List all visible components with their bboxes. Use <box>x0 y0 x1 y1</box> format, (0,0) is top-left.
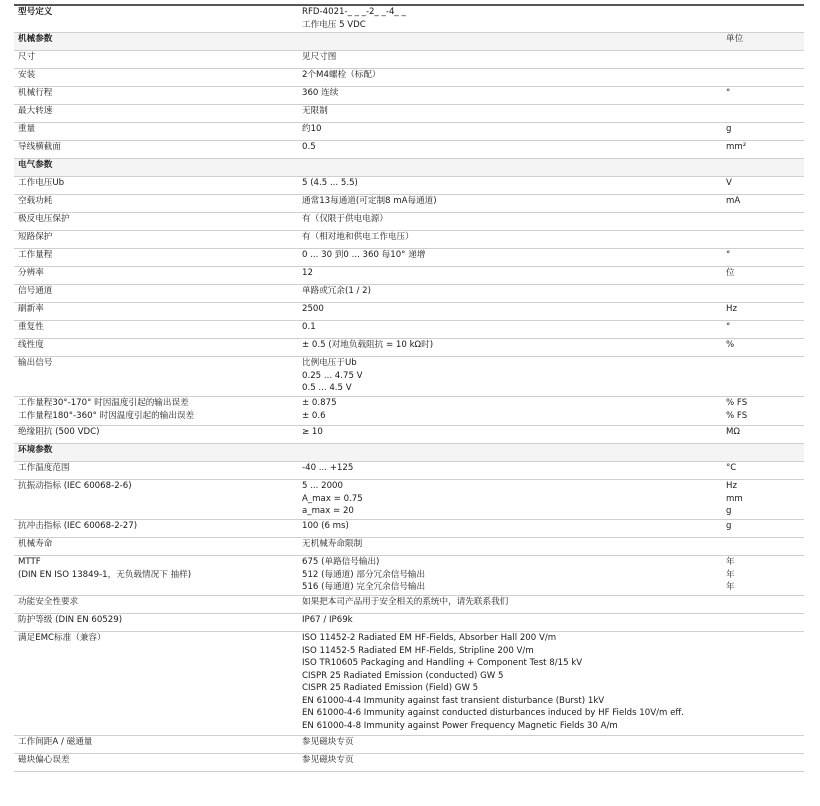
cell-line: 工作量程30°-170° 时因温度引起的输出误差 <box>18 398 189 408</box>
parameter-cell <box>18 556 298 581</box>
cell-line: 刷新率 <box>18 304 44 314</box>
cell-line: 有（仅限于供电电源） <box>302 214 388 224</box>
cell-line: 防护等级 (DIN EN 60529) <box>18 615 123 625</box>
cell-line: 0.1 <box>302 322 316 332</box>
parameter-cell <box>18 249 298 262</box>
cell-line: a_max = 20 <box>302 506 354 516</box>
table-row <box>14 614 804 632</box>
parameter-cell <box>18 33 298 46</box>
parameter-cell <box>18 538 298 551</box>
cell-line: 分辨率 <box>18 268 44 278</box>
value-cell <box>302 426 722 439</box>
cell-line: % FS <box>726 398 748 408</box>
cell-line: 年 <box>726 557 735 567</box>
cell-line: 机械行程 <box>18 88 53 98</box>
parameter-cell <box>18 69 298 82</box>
cell-line: 100 (6 ms) <box>302 521 349 531</box>
value-cell <box>302 614 722 627</box>
cell-line: CISPR 25 Radiated Emission (Field) GW 5 <box>302 683 479 693</box>
cell-line: MTTF <box>18 557 41 567</box>
cell-line: Hz <box>726 481 737 491</box>
cell-line: 360 连续 <box>302 88 339 98</box>
parameter-cell <box>18 339 298 352</box>
parameter-cell <box>18 632 298 645</box>
cell-line: 工作量程180°-360° 时因温度引起的输出误差 <box>18 410 195 421</box>
table-row <box>14 321 804 339</box>
table-row <box>14 4 804 33</box>
value-cell <box>302 556 722 594</box>
table-row <box>14 141 804 159</box>
value-cell <box>302 321 722 334</box>
table-row <box>14 754 804 772</box>
value-cell <box>302 195 722 208</box>
value-cell <box>302 632 722 732</box>
parameter-cell <box>18 596 298 609</box>
cell-line: 12 <box>302 268 313 278</box>
value-cell <box>302 51 722 64</box>
cell-line: ± 0.875 <box>302 398 337 408</box>
section-row <box>14 33 804 51</box>
value-cell <box>302 231 722 244</box>
parameter-cell <box>18 6 298 19</box>
parameter-cell <box>18 141 298 154</box>
cell-line: 通常13每通道(可定制8 mA每通道) <box>302 196 437 206</box>
value-cell <box>302 480 722 518</box>
table-row <box>14 177 804 195</box>
cell-line: ± 0.6 <box>302 410 326 421</box>
cell-line: 线性度 <box>18 340 44 350</box>
table-row <box>14 69 804 87</box>
cell-line: 输出信号 <box>18 358 53 368</box>
table-row <box>14 303 804 321</box>
parameter-cell <box>18 462 298 475</box>
parameter-cell <box>18 213 298 226</box>
parameter-cell <box>18 195 298 208</box>
cell-line: 工作温度范围 <box>18 463 70 473</box>
table-row <box>14 105 804 123</box>
cell-line: 512 (每通道) 部分冗余信号输出 <box>302 569 426 580</box>
section-row <box>14 444 804 462</box>
cell-line: (DIN EN ISO 13849-1，无负载情况下 抽样) <box>18 569 192 580</box>
cell-line: 单路或冗余(1 / 2) <box>302 286 371 296</box>
table-row <box>14 285 804 303</box>
cell-line: 抗振动指标 (IEC 60068-2-6) <box>18 481 132 491</box>
cell-line: EN 61000-4-6 Immunity against conducted disturbances induced by HF Fields 10V/m eff. <box>302 708 685 718</box>
cell-line: 参见磁块专页 <box>302 755 354 765</box>
cell-line: 0.5 ... 4.5 V <box>302 383 352 393</box>
unit-cell <box>726 87 800 100</box>
unit-cell <box>726 195 800 208</box>
cell-line: 机械参数 <box>18 34 53 44</box>
unit-cell <box>726 177 800 190</box>
parameter-cell <box>18 321 298 334</box>
cell-line: CISPR 25 Radiated Emission (conducted) GW 5 <box>302 670 504 681</box>
cell-line: Hz <box>726 304 737 314</box>
cell-line: 极反电压保护 <box>18 214 70 224</box>
unit-cell <box>726 33 800 46</box>
cell-line: 绝缘阻抗 (500 VDC) <box>18 427 100 437</box>
cell-line: ISO TR10605 Packaging and Handling + Component Test 8/15 kV <box>302 658 583 668</box>
cell-line: 信号通道 <box>18 286 53 296</box>
cell-line: 约10 <box>302 124 322 134</box>
unit-cell <box>726 462 800 475</box>
table-row <box>14 736 804 754</box>
cell-line: 0.25 ... 4.75 V <box>302 370 363 381</box>
cell-line: 重量 <box>18 124 36 134</box>
value-cell <box>302 397 722 422</box>
table-row <box>14 339 804 357</box>
table-row <box>14 556 804 596</box>
cell-line: 0.5 <box>302 142 316 152</box>
unit-cell <box>726 397 800 422</box>
section-row <box>14 159 804 177</box>
cell-line: -40 ... +125 <box>302 463 354 473</box>
parameter-cell <box>18 736 298 749</box>
value-cell <box>302 754 722 767</box>
cell-line: 环境参数 <box>18 445 53 455</box>
cell-line: 工作电压Ub <box>18 178 65 188</box>
value-cell <box>302 105 722 118</box>
unit-cell <box>726 141 800 154</box>
cell-line: mA <box>726 196 741 206</box>
parameter-cell <box>18 123 298 136</box>
value-cell <box>302 249 722 262</box>
cell-line: 0 ... 30 到0 ... 360 每10° 递增 <box>302 250 426 260</box>
cell-line: % <box>726 340 735 350</box>
parameter-cell <box>18 159 298 172</box>
cell-line: 如果把本司产品用于安全相关的系统中，请先联系我们 <box>302 597 509 607</box>
cell-line: ° <box>726 250 731 260</box>
parameter-cell <box>18 426 298 439</box>
cell-line: 年 <box>726 582 735 592</box>
unit-cell <box>726 267 800 280</box>
cell-line: 单位 <box>726 34 744 44</box>
value-cell <box>302 123 722 136</box>
cell-line: EN 61000-4-4 Immunity against fast transient disturbance (Burst) 1kV <box>302 695 605 706</box>
parameter-cell <box>18 231 298 244</box>
value-cell <box>302 538 722 551</box>
cell-line: 满足EMC标准（兼容） <box>18 633 106 643</box>
cell-line: IP67 / IP69k <box>302 615 353 625</box>
parameter-cell <box>18 614 298 627</box>
parameter-cell <box>18 285 298 298</box>
value-cell <box>302 520 722 533</box>
cell-line: 见尺寸图 <box>302 52 337 62</box>
cell-line: 磁块偏心误差 <box>18 755 70 765</box>
table-row <box>14 87 804 105</box>
cell-line: 2个M4螺栓（标配） <box>302 70 381 80</box>
table-row <box>14 231 804 249</box>
value-cell <box>302 87 722 100</box>
parameter-cell <box>18 87 298 100</box>
value-cell <box>302 177 722 190</box>
cell-line: RFD-4021-_ _ _-2_ _-4_ _ <box>302 7 406 17</box>
parameter-cell <box>18 397 298 422</box>
value-cell <box>302 141 722 154</box>
cell-line: 位 <box>726 268 735 278</box>
cell-line: 机械寿命 <box>18 539 53 549</box>
cell-line: mm <box>726 493 743 504</box>
table-row <box>14 632 804 736</box>
unit-cell <box>726 303 800 316</box>
value-cell <box>302 339 722 352</box>
value-cell <box>302 69 722 82</box>
cell-line: 5 (4.5 ... 5.5) <box>302 178 358 188</box>
parameter-cell <box>18 520 298 533</box>
table-row <box>14 267 804 285</box>
table-row <box>14 195 804 213</box>
cell-line: 尺寸 <box>18 52 36 62</box>
value-cell <box>302 267 722 280</box>
cell-line: V <box>726 178 732 188</box>
table-row <box>14 51 804 69</box>
value-cell <box>302 736 722 749</box>
cell-line: ISO 11452-5 Radiated EM HF-Fields, Stripline 200 V/m <box>302 645 534 656</box>
parameter-cell <box>18 480 298 493</box>
cell-line: A_max = 0.75 <box>302 493 363 504</box>
cell-line: 型号定义 <box>18 7 53 17</box>
cell-line: 2500 <box>302 304 324 314</box>
value-cell <box>302 303 722 316</box>
cell-line: 工作间距A / 磁通量 <box>18 737 93 747</box>
cell-line: ° <box>726 322 731 332</box>
cell-line: 工作量程 <box>18 250 53 260</box>
cell-line: g <box>726 506 732 516</box>
cell-line: 空载功耗 <box>18 196 53 206</box>
value-cell <box>302 213 722 226</box>
unit-cell <box>726 520 800 533</box>
value-cell <box>302 462 722 475</box>
value-cell <box>302 6 722 31</box>
cell-line: 安装 <box>18 70 36 80</box>
cell-line: 工作电压 5 VDC <box>302 19 366 30</box>
cell-line: MΩ <box>726 427 740 437</box>
cell-line: 无机械寿命限制 <box>302 539 363 549</box>
cell-line: 功能安全性要求 <box>18 597 79 607</box>
cell-line: 抗冲击指标 (IEC 60068-2-27) <box>18 521 138 531</box>
table-row <box>14 462 804 480</box>
cell-line: 重复性 <box>18 322 44 332</box>
cell-line: 最大转速 <box>18 106 53 116</box>
cell-line: 675 (单路信号输出) <box>302 557 380 567</box>
cell-line: g <box>726 521 732 531</box>
unit-cell <box>726 123 800 136</box>
value-cell <box>302 285 722 298</box>
parameter-cell <box>18 754 298 767</box>
cell-line: 无限制 <box>302 106 328 116</box>
cell-line: ± 0.5 (对地负载阻抗 = 10 kΩ时) <box>302 340 434 350</box>
cell-line: EN 61000-4-8 Immunity against Power Frequency Magnetic Fields 30 A/m <box>302 720 618 731</box>
table-row <box>14 213 804 231</box>
cell-line: 短路保护 <box>18 232 53 242</box>
table-row <box>14 426 804 444</box>
unit-cell <box>726 426 800 439</box>
cell-line: g <box>726 124 732 134</box>
unit-cell <box>726 249 800 262</box>
table-row <box>14 520 804 538</box>
parameter-cell <box>18 303 298 316</box>
parameter-cell <box>18 105 298 118</box>
unit-cell <box>726 480 800 518</box>
cell-line: ISO 11452-2 Radiated EM HF-Fields, Absorber Hall 200 V/m <box>302 633 557 643</box>
cell-line: mm² <box>726 142 747 152</box>
cell-line: 5 ... 2000 <box>302 481 343 491</box>
parameter-cell <box>18 444 298 457</box>
parameter-cell <box>18 51 298 64</box>
cell-line: 年 <box>726 569 735 580</box>
table-row <box>14 397 804 426</box>
table-row <box>14 480 804 520</box>
parameter-cell <box>18 357 298 370</box>
table-row <box>14 357 804 397</box>
unit-cell <box>726 556 800 594</box>
cell-line: ° <box>726 88 731 98</box>
value-cell <box>302 596 722 609</box>
cell-line: ≥ 10 <box>302 427 323 437</box>
table-row <box>14 538 804 556</box>
unit-cell <box>726 339 800 352</box>
table-row <box>14 249 804 267</box>
value-cell <box>302 357 722 395</box>
cell-line: 516 (每通道) 完全冗余信号输出 <box>302 582 426 592</box>
table-row <box>14 596 804 614</box>
table-row <box>14 123 804 141</box>
cell-line: °C <box>726 463 737 473</box>
cell-line: 参见磁块专页 <box>302 737 354 747</box>
unit-cell <box>726 321 800 334</box>
cell-line: 导线横截面 <box>18 142 61 152</box>
cell-line: 电气参数 <box>18 160 53 170</box>
parameter-cell <box>18 267 298 280</box>
cell-line: 有（相对地和供电工作电压） <box>302 232 414 242</box>
cell-line: 比例电压于Ub <box>302 358 357 368</box>
cell-line: % FS <box>726 410 748 421</box>
parameter-cell <box>18 177 298 190</box>
